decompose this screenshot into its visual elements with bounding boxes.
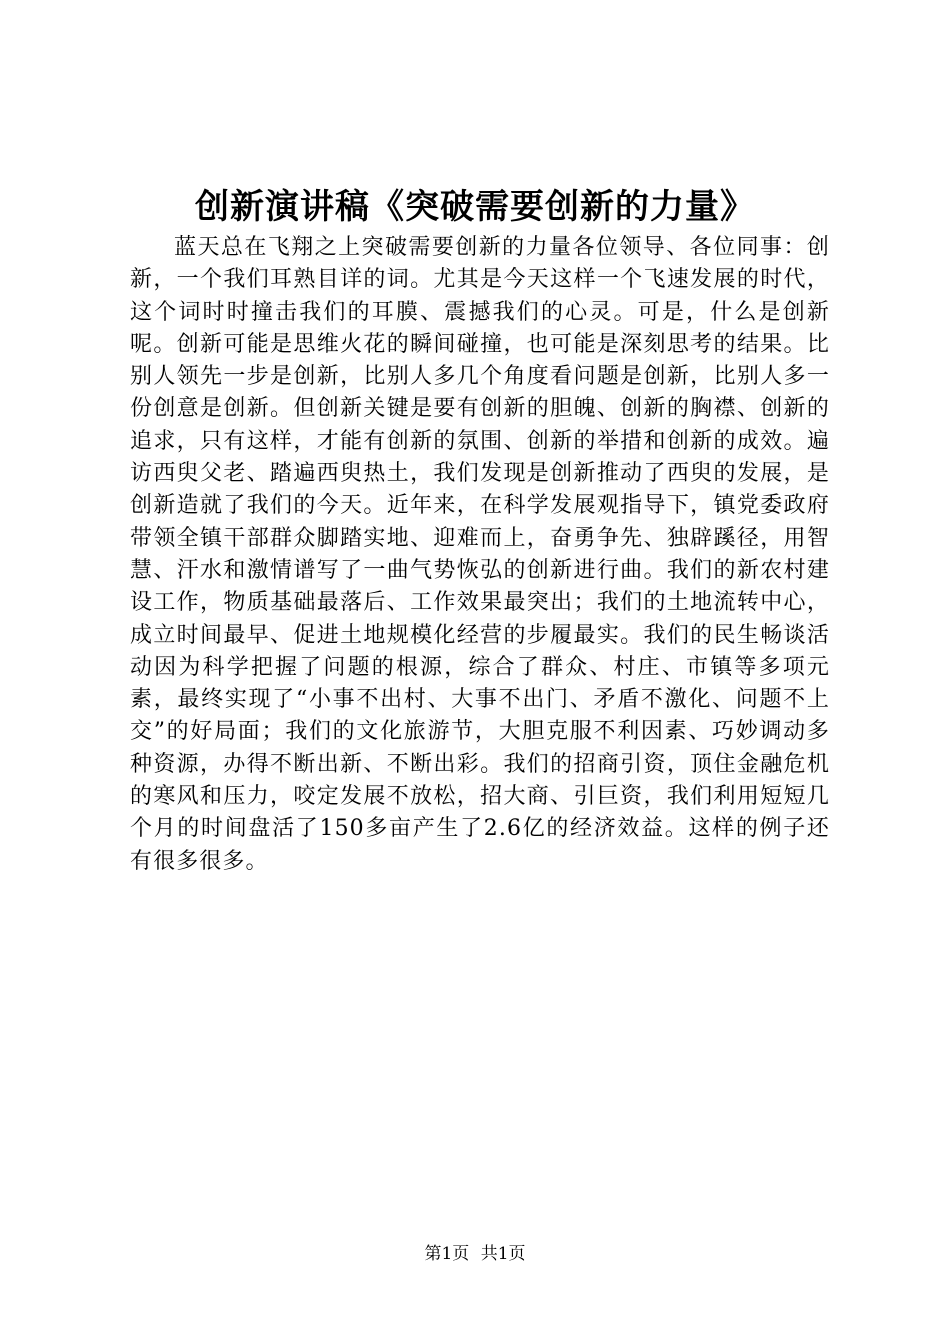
body-paragraph: 蓝天总在飞翔之上突破需要创新的力量各位领导、各位同事：创新，一个我们耳熟目详的词。尤其是今天这样一个飞速发展的时代，这个词时时撞击我们的耳膜、震撼我们的心灵。可是，什么是创新呢。创新可能是思维火花的瞬间碰撞，也可能是深刻思考的结果。比别人领先一步是创新，比别人多几个角度看问题是创新，比别人多一份创意是创新。但创新关键是要有创新的胆魄、创新的胸襟、创新的追求，只有这样，才能有创新的氛围、创新的举措和创新的成效。遍访西臾父老、踏遍西臾热土，我们发现是创新推动了西臾的发展，是创新造就了我们的今天。近年来，在科学发展观指导下，镇党委政府带领全镇干部群众脚踏实地、迎难而上，奋勇争先、独辟蹊径，用智慧、汗水和激情谱写了一曲气势恢弘的创新进行曲。我们的新农村建设工作，物质基础最落后、工作效果最突出；我们的土地流转中心，成立时间最早、促进土地规模化经营的步履最实。我们的民生畅谈活动因为科学把握了问题的根源，综合了群众、村庄、市镇等多项元素，最终实现了“小事不出村、大事不出门、矛盾不激化、问题不上交”的好局面；我们的文化旅游节，大胆克服不利因素、巧妙调动多种资源，办得不断出新、不断出彩。我们的招商引资，顶住金融危机的寒风和压力，咬定发展不放松，招大商、引巨资，我们利用短短几个月的时间盘活了150多亩产生了2.6亿的经济效益。这样的例子还有很多很多。 [130,235,830,874]
document-title: 创新演讲稿《突破需要创新的力量》 [195,187,755,227]
page-number-footer: 第1页 共1页 [424,1244,526,1264]
